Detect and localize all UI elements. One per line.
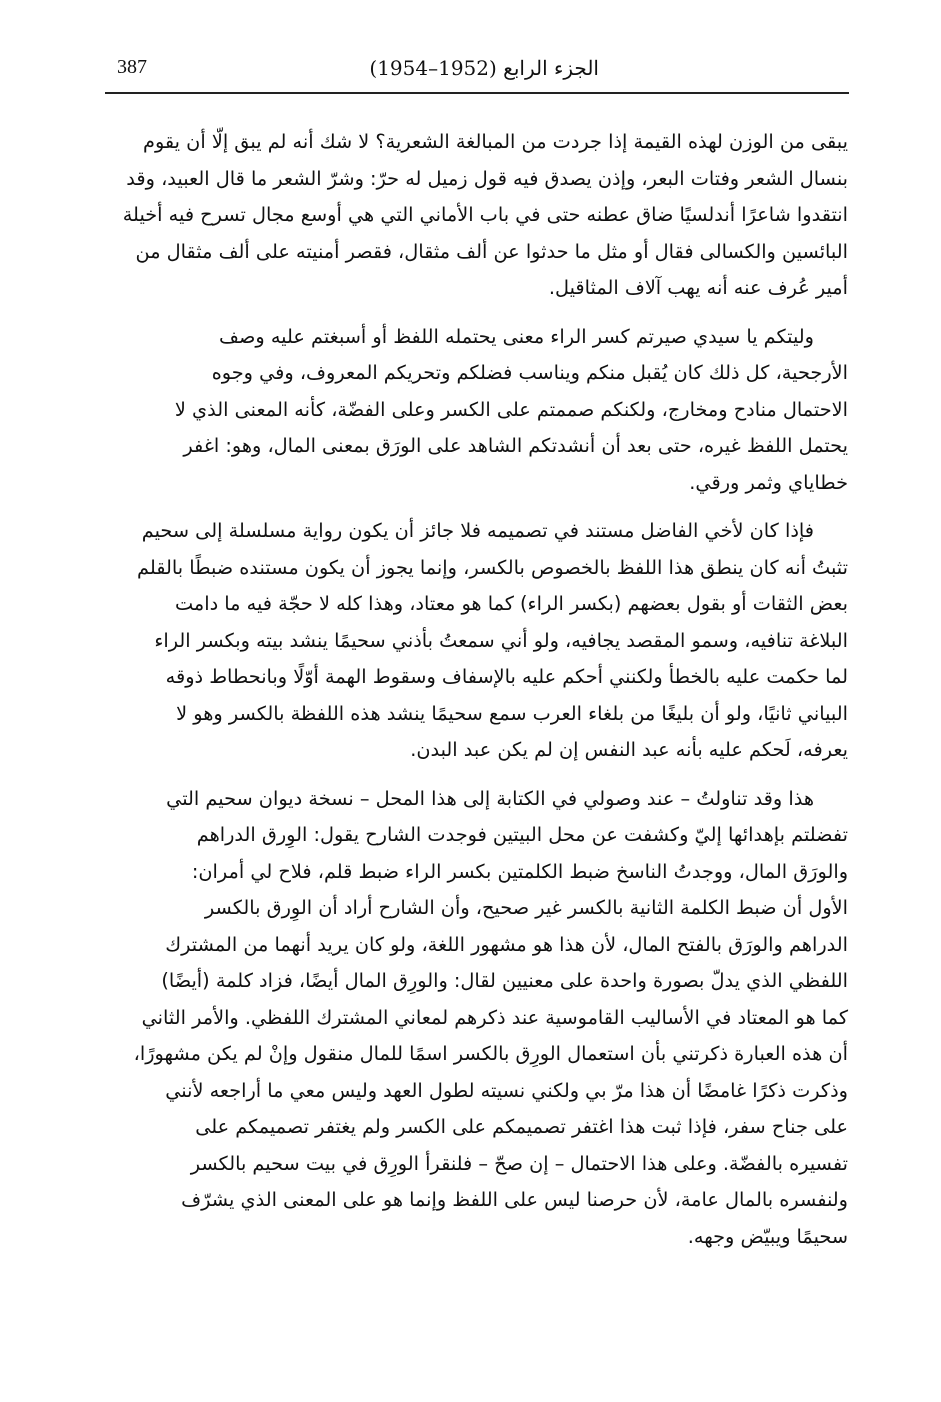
text-line: على جناح سفر، فإذا ثبت هذا اغتفر تصميمكم على الكسر ولم يغتفر تصميمكم على bbox=[195, 1115, 848, 1138]
running-head: الجزء الرابع (1952–1954) bbox=[369, 56, 599, 80]
text-line: بعض الثقات أو بقول بعضهم (بكسر الراء) كما هو معتاد، وهذا كله لا حجّة فيه ما دامت bbox=[174, 592, 848, 615]
text-line: هذا وقد تناولتُ – عند وصولي في الكتابة إلى هذا المحل – نسخة ديوان سحيم التي bbox=[166, 786, 814, 810]
text-line: كما هو المعتاد في الأساليب القاموسية عند ذكرهم لمعاني المشترك اللفظي. والأمر الثاني bbox=[141, 1005, 848, 1029]
text-line: والورَق المال، ووجدتُ الناسخ ضبط الكلمتين بكسر الراء ضبط قلم، فلاح لي أمران: bbox=[191, 859, 848, 883]
text-line: الاحتمال منادح ومخارج، ولكنكم صممتم على الكسر وعلى الفضّة، كأنه المعنى الذي لا bbox=[174, 397, 848, 421]
text-line: يحتمل اللفظ غيره، حتى بعد أن أنشدتكم الشاهد على الورَق بمعنى المال، وهو: اغفر bbox=[183, 434, 848, 457]
text-line: خطاياي وثمر ورقي. bbox=[689, 470, 848, 494]
text-line: سحيمًا ويبيّض وجهه. bbox=[687, 1224, 848, 1248]
text-line: الأول أن ضبط الكلمة الثانية بالكسر غير صحيح، وأن الشارح أراد أن الوِرق بالكسر bbox=[204, 896, 848, 919]
text-line: وذكرت ذكرًا غامضًا أن هذا مرّ بي ولكني نسيته لطول العهد وليس معي ما أراجعه لأنني bbox=[165, 1078, 848, 1102]
text-line: فإذا كان لأخي الفاضل مستند في تصميمه فلا جائز أن يكون رواية مسلسلة إلى سحيم bbox=[141, 519, 814, 542]
page-body bbox=[103, 124, 848, 1255]
text-line: تفضلتم بإهدائها إليّ وكشفت عن محل البيتين فوجدت الشارح يقول: الوِرق الدراهم bbox=[196, 823, 848, 846]
text-line: بنسال الشعر وفتات البعر، وإذن يصدق فيه قول زميل له حرّ: وشرّ الشعر ما قال العبيد، وقد bbox=[126, 166, 848, 190]
paragraph-2 bbox=[103, 319, 848, 502]
text-line: ولنفسره بالمال عامة، لأن حرصنا ليس على اللفظ وإنما هو على المعنى الذي يشرّف bbox=[181, 1188, 848, 1211]
paragraph-4 bbox=[103, 781, 848, 1256]
text-line: يعرفه، لَحكم عليه بأنه عبد النفس إن لم يكن عبد البدن. bbox=[410, 738, 848, 761]
text-line: أمير عُرف عنه أنه يهب آلاف المثاقيل. bbox=[548, 276, 848, 299]
text-line: انتقدوا شاعرًا أندلسيًا ضاق عطنه حتى في باب الأماني التي هي أوسع مجال تسرح فيه أخيلة bbox=[122, 203, 848, 226]
text-line: تفسيره بالفضّة. وعلى هذا الاحتمال – إن صحّ – فلنقرأ الورِق في بيت سحيم بالكسر bbox=[190, 1151, 848, 1175]
page-header bbox=[105, 52, 849, 90]
text-line: الدراهم والورَق بالفتح المال، لأن هذا هو مشهور اللغة، ولو كان يريد أنهما من المشترك bbox=[165, 932, 848, 956]
text-line: وليتكم يا سيدي صيرتم كسر الراء معنى يحتمله اللفظ أو أسبغتم عليه وصف bbox=[219, 324, 814, 348]
text-line: البلاغة تنافيه، وسمو المقصد يجافيه، ولو أني سمعتُ بأذني سحيمًا ينشد بيته وبكسر الراء bbox=[154, 628, 848, 652]
text-line: الأرجحية، كل ذلك كان يُقبل منكم ويناسب فضلكم وتحريكم المعروف، وفي وجوه bbox=[211, 361, 848, 384]
header-rule bbox=[105, 92, 849, 94]
page-number: 387 bbox=[117, 56, 147, 78]
text-line: يبقى من الوزن لهذه القيمة إذا جردت من المبالغة الشعرية؟ لا شك أنه لم يبق إلّا أن يقوم bbox=[143, 130, 848, 153]
text-line: البياني ثانيًا، ولو أن بليغًا من بلغاء العرب سمع سحيمًا ينشد هذه اللفظة بالكسر وهو لا bbox=[176, 701, 848, 725]
text-line: اللفظي الذي يدلّ بصورة واحدة على معنيين لقال: والورِق المال أيضًا، فزاد كلمة (أيضًا) bbox=[161, 969, 848, 992]
text-line: البائسين والكسالى فقال أو مثل ما حدثوا عن ألف مثقال، فقصر أمنيته على ألف مثقال من bbox=[135, 239, 848, 263]
text-line: أن هذه العبارة ذكرتني بأن استعمال الورِق بالكسر اسمًا للمال منقول وإنْ لم يكن مشهورًا، bbox=[133, 1042, 848, 1065]
paragraph-3 bbox=[103, 513, 848, 769]
text-line: لما حكمت عليه بالخطأ ولكنني أحكم عليه بالإسفاف وسقوط الهمة أوّلًا وبانحطاط ذوقه bbox=[165, 665, 848, 688]
text-line: تثبتُ أنه كان ينطق هذا اللفظ بالخصوص بالكسر، وإنما يجوز أن يكون مستنده ضبطًا بالقلم bbox=[137, 555, 848, 579]
paragraph-1 bbox=[103, 124, 848, 307]
